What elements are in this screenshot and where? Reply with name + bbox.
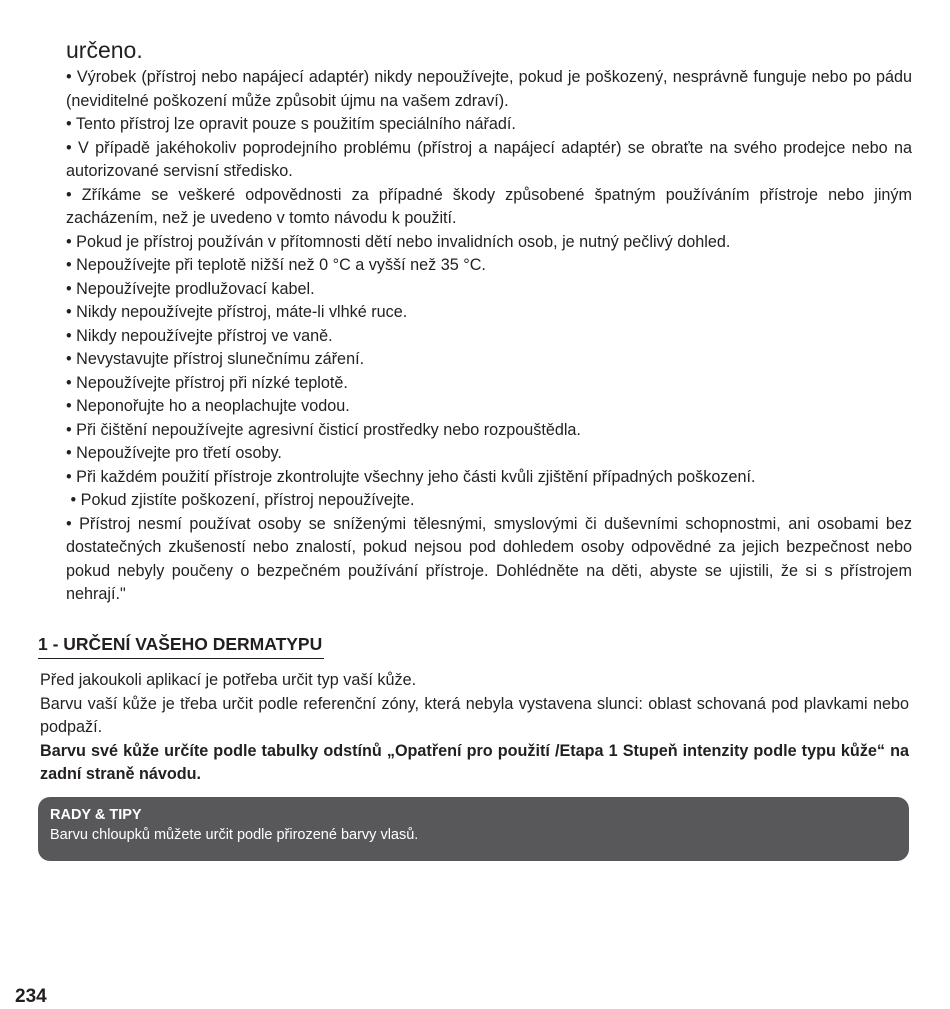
list-item: • Neponořujte ho a neoplachujte vodou. xyxy=(66,397,350,415)
list-item: • Zříkáme se veškeré odpovědnosti za případné škody způsobené špatným používáním přístroje nebo jiným zacházením, než je uvedeno v tomto návodu k použití. xyxy=(66,185,912,227)
page-heading: určeno. xyxy=(66,37,143,63)
list-item: • Při čištění nepoužívejte agresivní čisticí prostředky nebo rozpouštědla. xyxy=(66,420,581,439)
section-body xyxy=(40,669,909,787)
list-item: • Nepoužívejte při teplotě nižší než 0 °C a vyšší než 35 °C. xyxy=(66,256,486,274)
safety-bullet-list xyxy=(66,66,912,607)
list-item: • Nepoužívejte prodlužovací kabel. xyxy=(66,279,315,298)
tips-box xyxy=(38,797,909,861)
list-item: • Pokud zjistíte poškození, přístroj nepoužívejte. xyxy=(66,491,415,509)
section-paragraph: Barvu vaší kůže je třeba určit podle referenční zóny, která nebyla vystavena slunci: oblast schovaná pod plavkami nebo podpaží. xyxy=(40,694,909,736)
list-item: • Nepoužívejte pro třetí osoby. xyxy=(66,444,282,462)
list-item: • Tento přístroj lze opravit pouze s použitím speciálního nářadí. xyxy=(66,115,516,133)
page-number: 234 xyxy=(15,986,47,1007)
section-bold-paragraph: Barvu své kůže určíte podle tabulky odstínů „Opatření pro použití /Etapa 1 Stupeň intenzity podle typu kůže“ na zadní straně návodu. xyxy=(40,741,909,783)
list-item: • Pokud je přístroj používán v přítomnosti dětí nebo invalidních osob, je nutný pečlivý dohled. xyxy=(66,232,731,251)
list-item: • Při každém použití přístroje zkontrolujte všechny jeho části kvůli zjištění případných poškození. xyxy=(66,467,756,486)
list-item: • V případě jakéhokoliv poprodejního problému (přístroj a napájecí adaptér) se obraťte na svého prodejce nebo na autorizované servisní středisko. xyxy=(66,138,912,180)
tips-title: RADY & TIPY xyxy=(50,807,142,823)
list-item: • Nevystavujte přístroj slunečnímu záření. xyxy=(66,350,365,368)
list-item: • Nikdy nepoužívejte přístroj ve vaně. xyxy=(66,326,333,345)
list-item: • Výrobek (přístroj nebo napájecí adaptér) nikdy nepoužívejte, pokud je poškozený, nesprávně funguje nebo po pádu (neviditelné poškození může způsobit újmu na vašem zdraví). xyxy=(66,68,912,110)
section-title: 1 - URČENÍ VAŠEHO DERMATYPU xyxy=(38,631,324,659)
list-item: • Nikdy nepoužívejte přístroj, máte-li vlhké ruce. xyxy=(66,303,408,321)
tips-text: Barvu chloupků můžete určit podle přirozené barvy vlasů. xyxy=(50,827,419,843)
list-item: • Přístroj nesmí používat osoby se sníženými tělesnými, smyslovými či duševními schopnostmi, ani osobami bez dostatečných zkušeností nebo znalostí, pokud nejsou pod dohledem osoby odpovědné za jejich bezpečnost nebo pokud nebyly poučeny o bezpečném používání přístroje. Dohlédněte na děti, abyste se ujistili, že si s přístrojem nehrají." xyxy=(66,514,912,603)
list-item: • Nepoužívejte přístroj při nízké teplotě. xyxy=(66,373,348,392)
section-paragraph: Před jakoukoli aplikací je potřeba určit typ vaší kůže. xyxy=(40,671,417,689)
